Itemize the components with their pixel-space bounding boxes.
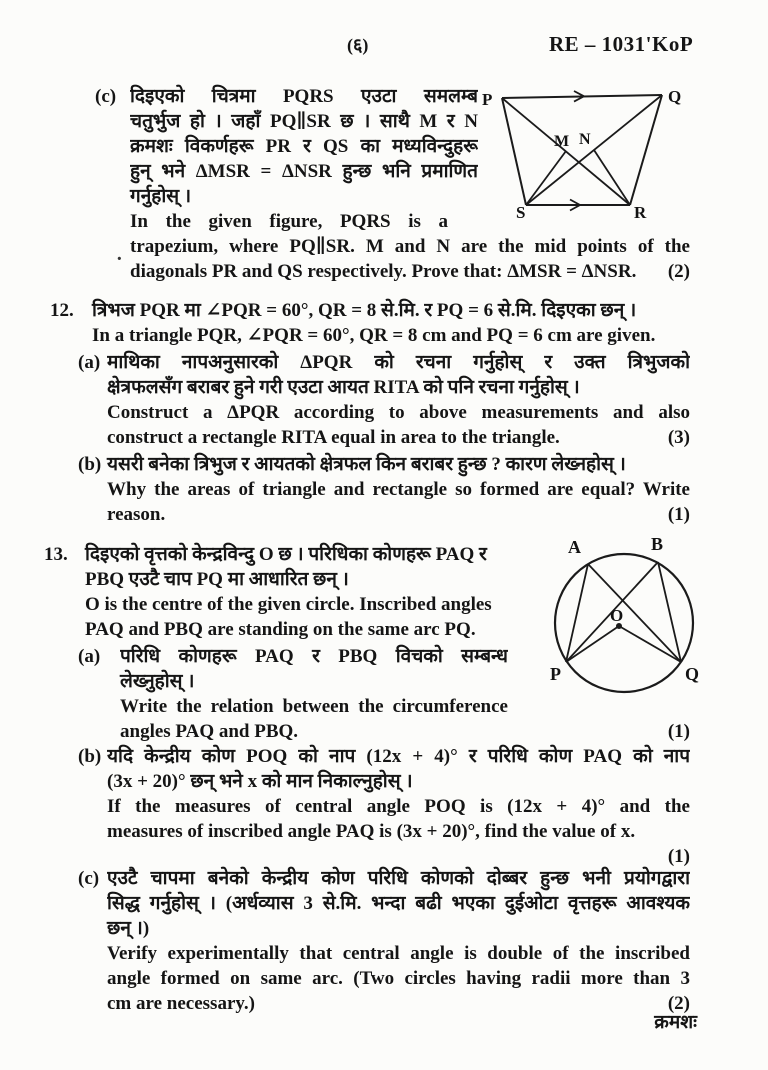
point-label-A: A xyxy=(568,537,581,557)
question-13c-body xyxy=(107,866,690,1016)
nepali-text-line: चतुर्भुज हो । जहाँ PQ∥SR छ । साथै M र N xyxy=(130,111,478,132)
nepali-text-line: क्षेत्रफलसँग बराबर हुने गरी एउटा आयत RITA को पनि रचना गर्नुहोस् । xyxy=(107,377,580,398)
english-text-line-with-marks xyxy=(107,502,690,527)
nepali-text-line: हुन् भने ΔMSR = ΔNSR हुन्छ भनि प्रमाणित xyxy=(130,161,478,182)
marks-value: (1) xyxy=(667,721,690,742)
trapezium-figure xyxy=(478,84,706,220)
vertex-label-R: R xyxy=(634,203,647,220)
point-label-Q: Q xyxy=(685,664,700,684)
english-text-line: trapezium, where PQ∥SR. M and N are the mid points of the xyxy=(130,236,690,257)
english-text-line: Verify experimentally that central angle is double of the inscribed xyxy=(107,943,690,964)
english-text-line: Write the relation between the circumference xyxy=(120,696,508,717)
english-text-line: In the given figure, PQRS is a xyxy=(130,211,448,232)
nepali-text-line: (3x + 20)° छन् भने x को मान निकाल्नुहोस् । xyxy=(107,771,413,792)
midpoint-label-N: N xyxy=(579,131,591,148)
nepali-text-line: गर्नुहोस् । xyxy=(130,186,192,207)
english-text-line: PAQ and PBQ are standing on the same arc PQ. xyxy=(85,619,476,640)
vertex-label-S: S xyxy=(516,203,526,220)
question-12b-label: (b) xyxy=(78,454,102,475)
question-13b-body xyxy=(107,744,690,869)
side-QR xyxy=(630,95,662,205)
english-text-line: angle formed on same arc. (Two circles having radii more than 3 xyxy=(107,968,690,989)
nepali-text-line: क्रमशः विकर्णहरू PR र QS का मध्यविन्दुहरू xyxy=(130,136,478,157)
point-label-P: P xyxy=(550,664,561,684)
marks-value: (1) xyxy=(667,846,690,867)
question-12-intro xyxy=(92,298,655,348)
page-number: (६) xyxy=(347,35,369,55)
continued-note: क्रमशः xyxy=(654,1012,697,1033)
marks-value: (1) xyxy=(667,504,690,525)
english-text-line-with-marks xyxy=(107,991,690,1016)
question-13c-label: (c) xyxy=(78,868,100,889)
english-text-line: O is the centre of the given circle. Inscribed angles xyxy=(85,594,492,615)
nepali-text-line: परिधि कोणहरू PAQ र PBQ विचको सम्बन्ध xyxy=(120,646,508,667)
vertex-label-Q: Q xyxy=(668,87,682,106)
question-12a-label: (a) xyxy=(78,352,101,373)
question-13b-label: (b) xyxy=(78,746,102,767)
nepali-text-line: त्रिभज PQR मा ∠PQR = 60°, QR = 8 से.मि. र PQ = 6 से.मि. दिइएका छन् । xyxy=(92,300,637,321)
marks-value: (2) xyxy=(667,261,690,282)
english-text-line: Why the areas of triangle and rectangle so formed are equal? Write xyxy=(107,479,690,500)
english-text-line: construct a rectangle RITA equal in area to the triangle. xyxy=(107,427,560,448)
question-12-number: 12. xyxy=(50,300,74,321)
english-text-line: Construct a ΔPQR according to above measurements and also xyxy=(107,402,690,423)
english-text-line: reason. xyxy=(107,504,166,525)
vertex-label-P: P xyxy=(482,90,493,109)
question-13-intro xyxy=(85,542,492,642)
english-text-line: angles PAQ and PBQ. xyxy=(120,721,299,742)
question-12a-body xyxy=(107,350,690,450)
nepali-text-line: दिइएको चित्रमा PQRS एउटा समलम्ब xyxy=(130,86,478,107)
question-13a-label: (a) xyxy=(78,646,101,667)
nepali-text-line: सिद्ध गर्नुहोस् । (अर्धव्यास 3 से.मि. भन्दा बढी भएका दुईओटा वृत्तहरू आवश्यक xyxy=(107,893,690,914)
english-text-line: measures of inscribed angle PAQ is (3x + 20)°, find the value of x. xyxy=(107,821,636,842)
nepali-text-line: माथिका नापअनुसारको ΔPQR को रचना गर्नुहोस् र उक्त त्रिभुजको xyxy=(107,352,690,373)
marks-value: (2) xyxy=(667,993,690,1014)
point-label-B: B xyxy=(651,534,664,554)
english-text-line: cm are necessary.) xyxy=(107,993,255,1014)
bullet-mark: · xyxy=(116,248,123,270)
midpoint-label-M: M xyxy=(554,133,570,150)
centre-label-O: O xyxy=(610,606,624,625)
english-text-line-with-marks xyxy=(120,719,690,744)
nepali-text-line: लेख्नुहोस् । xyxy=(120,671,195,692)
nepali-text-line: एउटै चापमा बनेको केन्द्रीय कोण परिधि कोणको दोब्बर हुन्छ भनी प्रयोगद्वारा xyxy=(107,868,690,889)
marks-value: (3) xyxy=(667,427,690,448)
segment-RN xyxy=(594,150,630,205)
english-text-line: In a triangle PQR, ∠PQR = 60°, QR = 8 cm and PQ = 6 cm are given. xyxy=(92,325,656,346)
nepali-text-line: यदि केन्द्रीय कोण POQ को नाप (12x + 4)° र परिधि कोण PAQ को नाप xyxy=(107,746,690,767)
paper-code: RE – 1031'KoP xyxy=(549,32,694,56)
question-12b-body xyxy=(107,452,690,527)
nepali-text-line: यसरी बनेका त्रिभुज र आयतको क्षेत्रफल किन बराबर हुन्छ ? कारण लेख्नहोस् । xyxy=(107,454,626,475)
english-text-line-with-marks xyxy=(107,425,690,450)
nepali-text-line: छन् ।) xyxy=(107,918,150,939)
question-13a-body xyxy=(120,644,690,744)
nepali-text-line: दिइएको वृत्तको केन्द्रविन्दु O छ । परिधिका कोणहरू PAQ र xyxy=(85,544,487,565)
question-13-number: 13. xyxy=(44,544,68,565)
english-text-line: If the measures of central angle POQ is (12x + 4)° and the xyxy=(107,796,690,817)
english-text-line: diagonals PR and QS respectively. Prove that: ΔMSR = ΔNSR. xyxy=(130,261,637,282)
question-c-label: (c) xyxy=(95,86,117,107)
nepali-text-line: PBQ एउटै चाप PQ मा आधारित छन् । xyxy=(85,569,349,590)
english-text-line-with-marks xyxy=(130,259,690,284)
